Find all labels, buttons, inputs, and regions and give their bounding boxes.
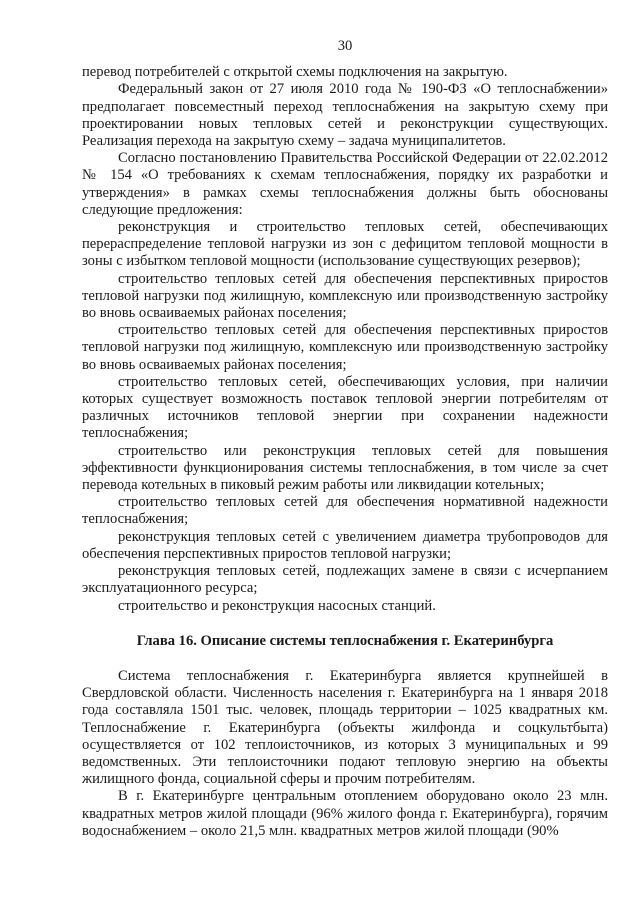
paragraph: В г. Екатеринбурге центральным отоплением оборудовано около 23 млн. квадратных метров жилой площади (96% жилого фонда г. Екатеринбурга), горячим водоснабжением – около 21,5 млн. квадратных метров жилой площади (90% bbox=[82, 788, 608, 839]
chapter-title: Глава 16. Описание системы теплоснабжения г. Екатеринбурга bbox=[136, 632, 554, 649]
list-item-paragraph: строительство тепловых сетей для обеспечения перспективных приростов тепловой нагрузки под жилищную, комплексную или производственную застройку во вновь осваиваемых районах поселения; bbox=[82, 322, 608, 373]
list-item-paragraph: строительство тепловых сетей для обеспечения перспективных приростов тепловой нагрузки под жилищную, комплексную или производственную застройку во вновь осваиваемых районах поселения; bbox=[82, 270, 608, 322]
paragraph: перевод потребителей с открытой схемы подключения на закрытую. bbox=[82, 64, 508, 81]
paragraph: Система теплоснабжения г. Екатеринбурга является крупнейшей в Свердловской области. Численность населения г. Екатеринбурга на 1 января 2018 года составляла 1501 тыс. человек, площадь территории – 1025 квадратных км. Теплоснабжение г. Екатеринбурга (объекты жилфонда и соцкультбыта) осуществляется от 102 теплоисточников, из которых 3 муниципальных и 99 ведомственных. Эти теплоисточники подают тепловую энергию на объекты жилищного фонда, социальной сферы и прочим потребителям. bbox=[82, 667, 608, 788]
page-number: 30 bbox=[337, 38, 353, 54]
list-item-paragraph: реконструкция тепловых сетей, подлежащих замене в связи с исчерпанием эксплуатационного ресурса; bbox=[82, 563, 608, 597]
list-item-paragraph: строительство тепловых сетей, обеспечивающих условия, при наличии которых существует возможность поставок тепловой энергии потребителям от различных источников тепловой энергии при сохранении надежности теплоснабжения; bbox=[82, 373, 608, 442]
paragraph: Федеральный закон от 27 июля 2010 года № 190-ФЗ «О теплоснабжении» предполагает повсеместный переход теплоснабжения на закрытую схему при проектировании новых тепловых сетей и реконструкции существующих. Реализация перехода на закрытую схему – задача муниципалитетов. bbox=[82, 81, 608, 150]
list-item-paragraph: реконструкция тепловых сетей с увеличением диаметра трубопроводов для обеспечения перспективных приростов тепловой нагрузки; bbox=[82, 528, 608, 562]
list-item-paragraph: строительство тепловых сетей для обеспечения нормативной надежности теплоснабжения; bbox=[82, 494, 608, 528]
list-item-paragraph: реконструкция и строительство тепловых сетей, обеспечивающих перераспределение тепловой нагрузки из зон с дефицитом тепловой мощности в зоны с избытком тепловой мощности (использование существующих резервов); bbox=[82, 219, 608, 270]
list-item-paragraph: строительство и реконструкция насосных станций. bbox=[118, 597, 436, 614]
paragraph: Согласно постановлению Правительства Российской Федерации от 22.02.2012 № 154 «О требованиях к схемам теплоснабжения, порядку их разработки и утверждения» в рамках схемы теплоснабжения должны быть обоснованы следующие предложения: bbox=[82, 150, 608, 218]
list-item-paragraph: строительство или реконструкция тепловых сетей для повышения эффективности функционирования системы теплоснабжения, в том числе за счет перевода котельных в пиковый режим работы или ликвидации котельных; bbox=[82, 442, 608, 494]
